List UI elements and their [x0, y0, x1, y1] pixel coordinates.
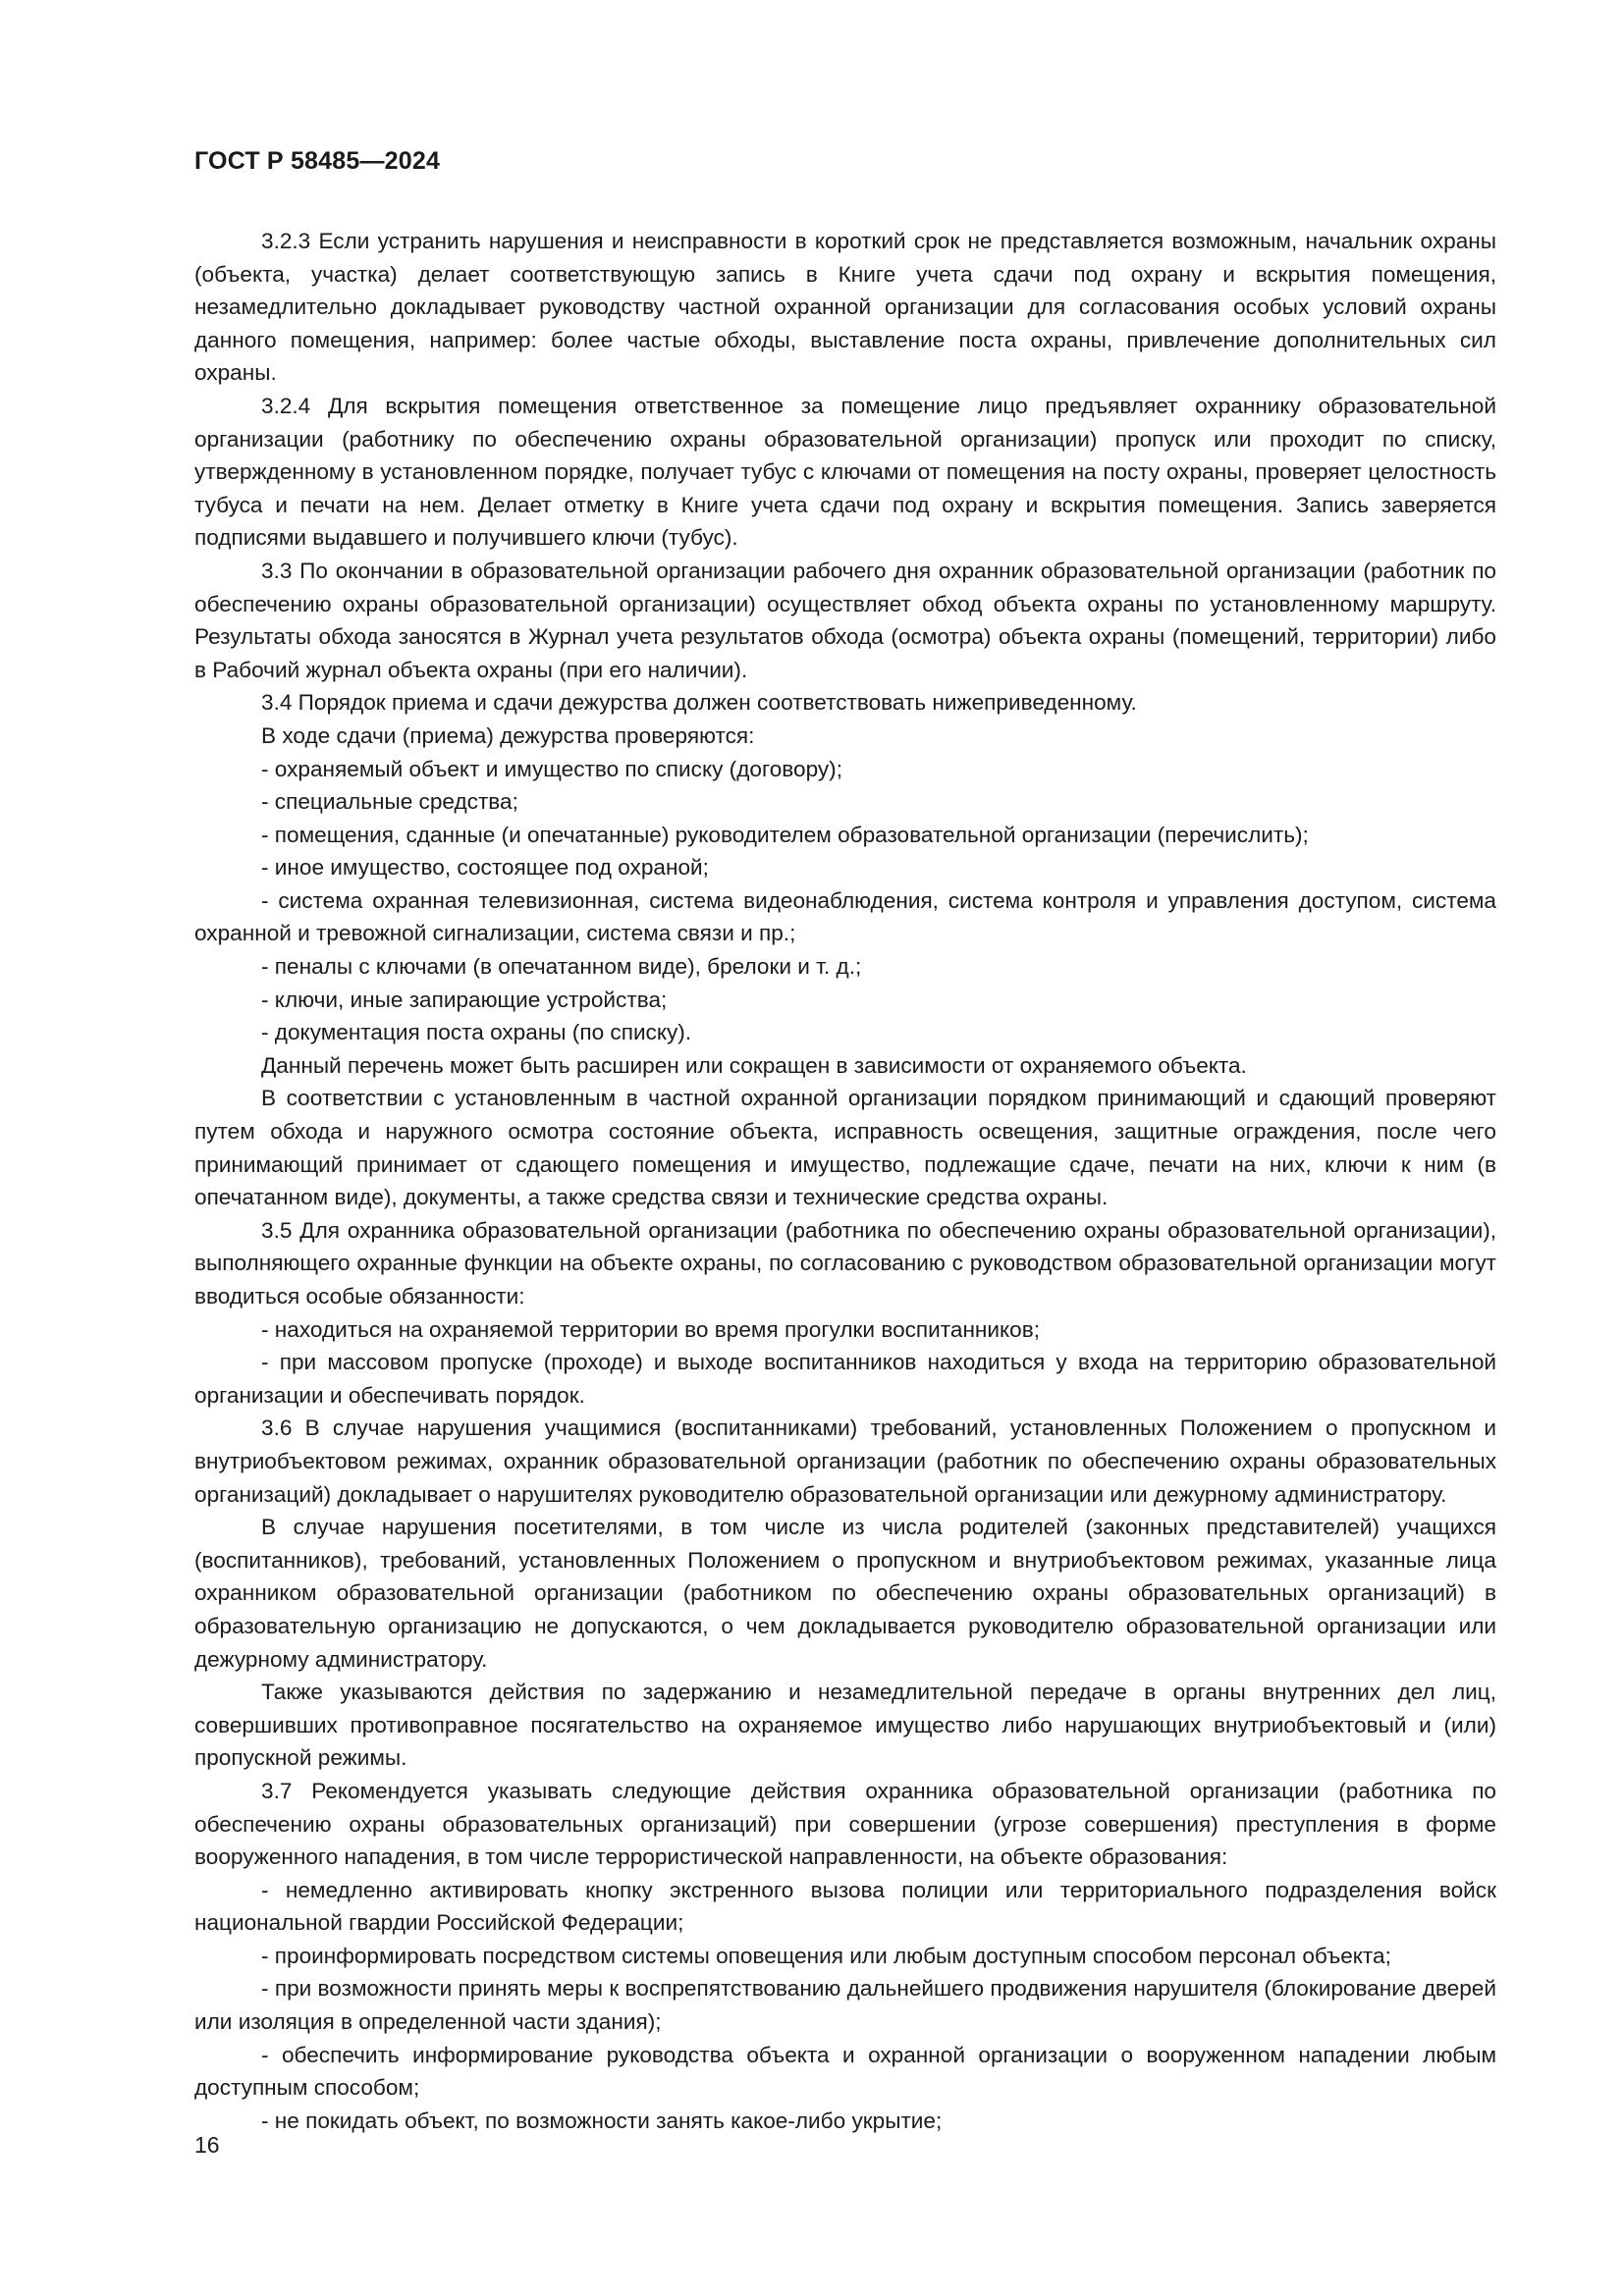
list-item: - при массовом пропуске (проходе) и выходе воспитанников находиться у входа на территорию образовательной организации и обеспечивать порядок. [194, 1350, 1496, 1408]
paragraph-detention-actions: Также указываются действия по задержанию и незамедлительной передаче в органы внутренних дел лиц, совершивших противоправное посягательство на охраняемое имущество либо нарушающих внутриобъектовый и (или) пропускной режимы. [194, 1680, 1496, 1771]
paragraph-visitor-violations: В случае нарушения посетителями, в том числе из числа родителей (законных представителей) учащихся (воспитанников), требований, установленных Положением о пропускном и внутриобъектовом режимах, указанные лица охранником образовательной организации (работником по обеспечению охраны образовательных организаций) в образовательную организацию не допускаются, о чем докладывается руководителю образовательной организации или дежурному администратору. [194, 1515, 1496, 1672]
document-standard-code: ГОСТ Р 58485—2024 [194, 147, 441, 175]
paragraph-list-note: Данный перечень может быть расширен или сокращен в зависимости от охраняемого объекта. [261, 1052, 1247, 1078]
paragraph-duty-check-intro: В ходе сдачи (приема) дежурства проверяются: [261, 722, 755, 748]
list-item: - помещения, сданные (и опечатанные) руководителем образовательной организации (перечислить); [261, 822, 1309, 847]
paragraph-3-3: 3.3 По окончании в образовательной организации рабочего дня охранник образовательной организации (работник по обеспечению охраны образовательной организации) осуществляет обход объекта охраны по установленному маршруту. Результаты обхода заносятся в Журнал учета результатов обхода (осмотра) объекта охраны (помещений, территории) либо в Рабочий журнал объекта охраны (при его наличии). [194, 558, 1496, 682]
paragraph-3-7: 3.7 Рекомендуется указывать следующие действия охранника образовательной организации (работника по обеспечению охраны образовательных организаций) при совершении (угрозе совершения) преступления в форме вооруженного нападения, в том числе террористической направленности, на объекте образования: [194, 1778, 1496, 1870]
list-item: - система охранная телевизионная, система видеонаблюдения, система контроля и управления доступом, система охранной и тревожной сигнализации, система связи и пр.; [194, 887, 1496, 946]
paragraph-3-4: 3.4 Порядок приема и сдачи дежурства должен соответствовать нижеприведенному. [261, 690, 1137, 716]
list-item: - находиться на охраняемой территории во время прогулки воспитанников; [261, 1316, 1041, 1342]
paragraph-3-5: 3.5 Для охранника образовательной организации (работника по обеспечению охраны образовательной организации), выполняющего охранные функции на объекте охраны, по согласованию с руководством образовательной организации могут вводиться особые обязанности: [194, 1217, 1496, 1308]
list-item: - при возможности принять меры к воспрепятствованию дальнейшего продвижения нарушителя (блокирование дверей или изоляция в определенной части здания); [194, 1976, 1496, 2035]
list-item: - пеналы с ключами (в опечатанном виде), брелоки и т. д.; [261, 954, 862, 980]
list-item: - специальные средства; [261, 789, 518, 815]
paragraph-3-6: 3.6 В случае нарушения учащимися (воспитанниками) требований, установленных Положением о пропускном и внутриобъектовом режимах, охранник образовательной организации (работник по обеспечению охраны образовательных организаций) докладывает о нарушителях руководителю образовательной организации или дежурному администратору. [194, 1415, 1496, 1507]
paragraph-3-2-3: 3.2.3 Если устранить нарушения и неисправности в короткий срок не представляется возможным, начальник охраны (объекта, участка) делает соответствующую запись в Книге учета сдачи под охрану и вскрытия помещения, незамедлительно докладывает руководству частной охранной организации для согласования особых условий охраны данного помещения, например: более частые обходы, выставление поста охраны, привлечение дополнительных сил охраны. [194, 229, 1496, 386]
page-number: 16 [194, 2132, 220, 2158]
list-item: - немедленно активировать кнопку экстренного вызова полиции или территориального подразделения войск национальной гвардии Российской Федерации; [194, 1877, 1496, 1936]
list-item: - документация поста охраны (по списку). [261, 1020, 692, 1045]
paragraph-handover-procedure: В соответствии с установленным в частной охранной организации порядком принимающий и сдающий проверяют путем обхода и наружного осмотра состояние объекта, исправность освещения, защитные ограждения, после чего принимающий принимает от сдающего помещения и имущество, подлежащие сдаче, печати на них, ключи к ним (в опечатанном виде), документы, а также средства связи и технические средства охраны. [194, 1086, 1496, 1210]
list-item: - обеспечить информирование руководства объекта и охранной организации о вооруженном нападении любым доступным способом; [194, 2042, 1496, 2101]
list-item: - не покидать объект, по возможности занять какое-либо укрытие; [261, 2108, 943, 2133]
paragraph-3-2-4: 3.2.4 Для вскрытия помещения ответственное за помещение лицо предъявляет охраннику образовательной организации (работнику по обеспечению охраны образовательной организации) пропуск или проходит по списку, утвержденному в установленном порядке, получает тубус с ключами от помещения на посту охраны, проверяет целостность тубуса и печати на нем. Делает отметку в Книге учета сдачи под охрану и вскрытия помещения. Запись заверяется подписями выдавшего и получившего ключи (тубус). [194, 393, 1496, 551]
document-body [194, 225, 1496, 2137]
list-item: - охраняемый объект и имущество по списку (договору); [261, 756, 842, 781]
list-item: - иное имущество, состоящее под охраной; [261, 855, 709, 881]
list-item: - ключи, иные запирающие устройства; [261, 987, 668, 1012]
list-item: - проинформировать посредством системы оповещения или любым доступным способом персонал объекта; [261, 1943, 1391, 1968]
